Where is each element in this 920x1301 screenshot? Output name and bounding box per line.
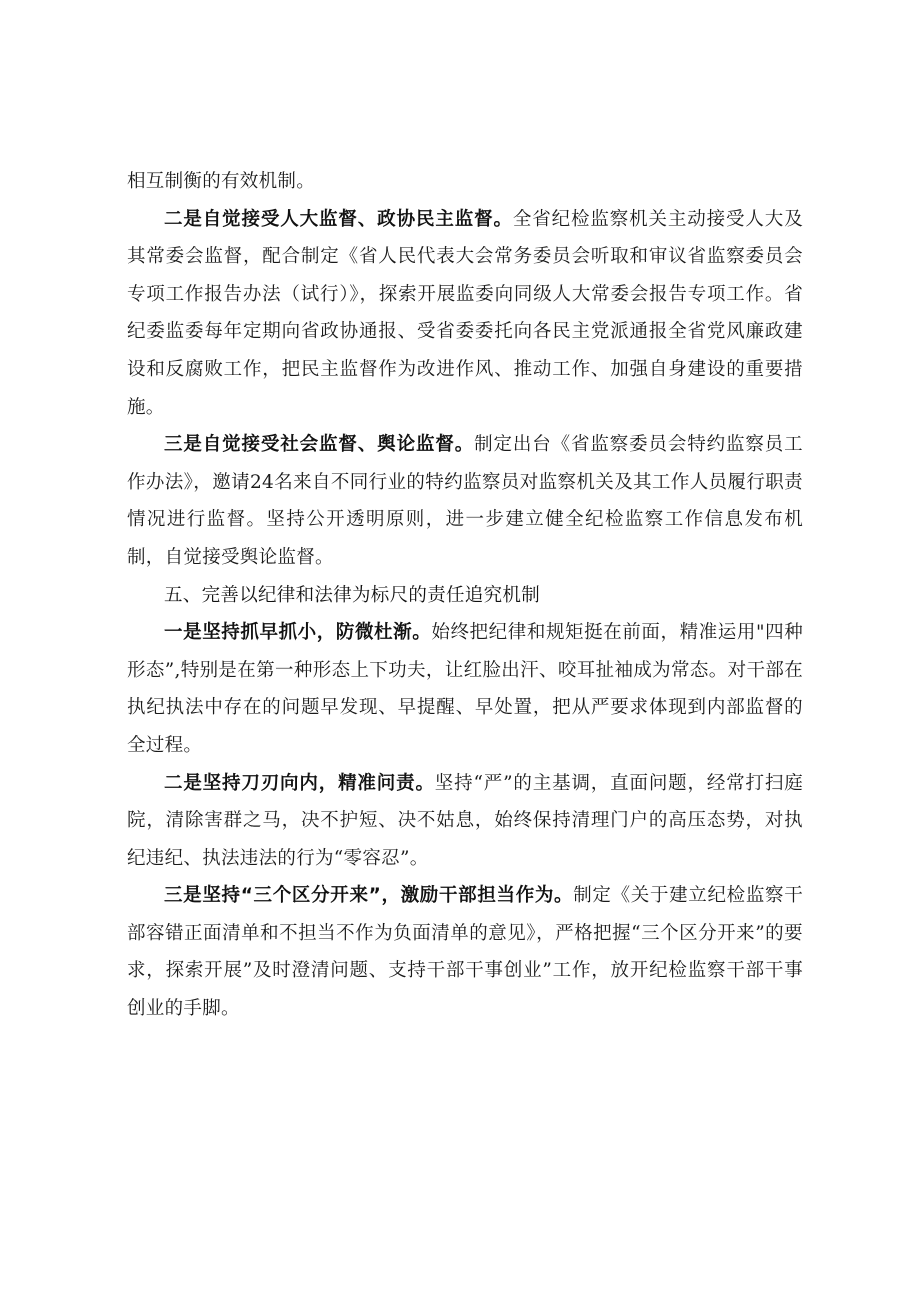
paragraph-lead: 三是坚持“三个区分开来”，激励干部担当作为。 [164, 885, 574, 907]
paragraph-lead: 二是自觉接受人大监督、政协民主监督。 [164, 208, 513, 230]
document-body [127, 163, 803, 1028]
paragraph-text: 制定出台《省监察委员会特约监察员工作办法》，邀请24名来自不同行业的特约监察员对监察机关及其工作人员履行职责情况进行监督。坚持公开透明原则，进一步建立健全纪检监察工作信息发布机制，自觉接受舆论监督。 [127, 434, 803, 568]
paragraph-5 [127, 614, 803, 764]
paragraph-text: 制定《关于建立纪检监察干部容错正面清单和不担当不作为负面清单的意见》，严格把握“三个区分开来”的要求，探索开展”及时澄清问题、支持干部干事创业”工作，放开纪检监察干部干事创业的手脚。 [127, 885, 803, 1020]
paragraph-text: 坚持“严”的主基调，直面问题，经常打扫庭院，清除害群之马，决不护短、决不姑息，始终保持清理门户的高压态势，对执纪违纪、执法违法的行为“零容忍”。 [127, 772, 804, 869]
paragraph-lead: 一是坚持抓早抓小，防微杜渐。 [164, 622, 432, 644]
paragraph-text: 相互制衡的有效机制。 [127, 171, 316, 192]
paragraph-7 [127, 877, 803, 1027]
paragraph-lead: 二是坚持刀刃向内，精准问责。 [164, 772, 435, 794]
paragraph-lead: 三是自觉接受社会监督、舆论监督。 [164, 434, 475, 456]
paragraph-1 [127, 163, 803, 201]
paragraph-2 [127, 201, 803, 427]
paragraph-text: 始终把纪律和规矩挺在前面，精准运用"四种形态”,特别是在第一种形态上下功夫，让红脸出汗、咬耳扯袖成为常态。对干部在执纪执法中存在的问题早发现、早提醒、早处置，把从严要求体现到内部监督的全过程。 [127, 622, 804, 756]
paragraph-6 [127, 765, 803, 878]
paragraph-3 [127, 426, 803, 576]
paragraph-text: 全省纪检监察机关主动接受人大及其常委会监督，配合制定《省人民代表大会常务委员会听取和审议省监察委员会专项工作报告办法（试行）》，探索开展监委向同级人大常委会报告专项工作。省纪委监委每年定期向省政协通报、受省委委托向各民主党派通报全省党风廉政建设和反腐败工作，把民主监督作为改进作风、推动工作、加强自身建设的重要措施。 [127, 208, 803, 418]
section-heading: 五、完善以纪律和法律为标尺的责任追究机制 [164, 584, 541, 606]
